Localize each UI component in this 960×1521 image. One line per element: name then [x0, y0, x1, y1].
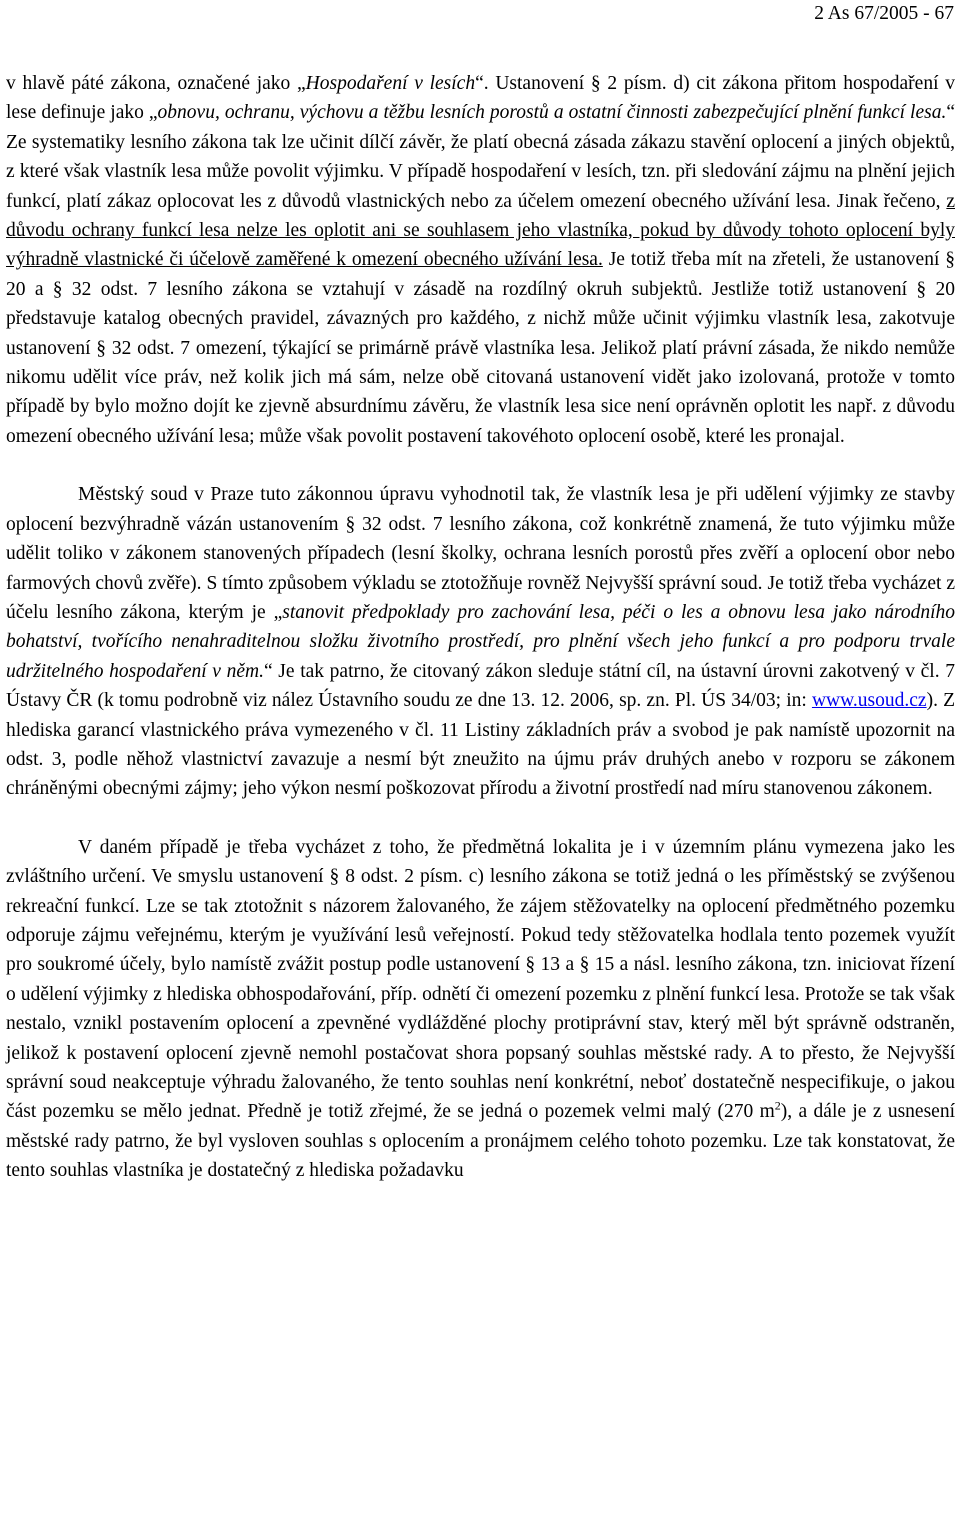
paragraph-3 [6, 833, 955, 1186]
text-run: Městský soud v Praze tuto zákonnou úpravu vyhodnotil tak, že vlastník lesa je při udělení výjimky ze stavby oplocení bezvýhradně vázán ustanovením § 32 odst. 7 lesního zákona, což konkrétně znamená, že tuto výjimku může udělit toliko v zákonem stanovených případech (lesní školky, ochrana lesních porostů přes zvěří a oplocení obor nebo farmových chovů zvěře). S tímto způsobem výkladu se ztotožňuje rovněž Nejvyšší správní soud. Je totiž třeba vycházet z účelu lesního zákona, kterým je „ [6, 484, 955, 623]
page-header-reference: 2 As 67/2005 - 67 [814, 3, 954, 24]
text-run: “. Ustanovení § 2 písm. d) cit zákona přitom hospodaření v lese definuje jako „ [6, 73, 955, 124]
italic-quote: obnovu, ochranu, výchovu a těžbu lesních porostů a ostatní činnosti zabezpečující plnění funkcí lesa. [157, 102, 947, 124]
document-body [6, 69, 955, 1186]
text-run: ). Z hlediska garancí vlastnického práva vymezeného v čl. 11 Listiny základních práv a svobod je pak namístě upozornit na odst. 3, podle něhož vlastnictví zavazuje a nesmí být zneužito na újmu práv druhých anebo v rozporu se zákonem chráněnými obecnými zájmy; jeho výkon nesmí poškozovat přírodu a životní prostředí nad míru stanovenou zákonem. [6, 690, 956, 800]
superscript: 2 [774, 1098, 781, 1113]
text-run: “ Ze systematiky lesního zákona tak lze učinit dílčí závěr, že platí obecná zásada zákazu stavění oplocení a jiných objektů, z které však vlastník lesa může povolit výjimku. V případě hospodaření v lesích, tzn. při sledování zájmu na plnění jejich funkcí, platí zákaz oplocovat les z důvodů vlastnických nebo za účelem omezení obecného užívání lesa. Jinak řečeno, [6, 102, 955, 212]
paragraph-2 [6, 480, 955, 803]
text-run: v hlavě páté zákona, označené jako „ [6, 73, 306, 94]
underlined-text: z důvodu ochrany funkcí lesa nelze les oplotit ani se souhlasem jeho vlastníka, pokud by důvody tohoto oplocení byly výhradně vlastnické či účelově zaměřené k omezení obecného užívání lesa. [6, 190, 955, 271]
italic-quote: stanovit předpoklady pro zachování lesa, péči o les a obnovu lesa jako národního bohatství, tvořícího nenahraditelnou složku životního prostředí, pro plnění všech jeho funkcí a pro podporu trvale udržitelného hospodaření v něm. [6, 601, 956, 682]
web-link[interactable]: www.usoud.cz [811, 690, 927, 712]
text-run: “ Je tak patrno, že citovaný zákon sleduje státní cíl, na ústavní úrovni zakotvený v čl. 7 Ústavy ČR (k tomu podrobně viz nález Ústavního soudu ze dne 13. 12. 2006, sp. zn. Pl. ÚS 34/03; in: [6, 660, 955, 712]
text-run: Je totiž třeba mít na zřeteli, že ustanovení § 20 a § 32 odst. 7 lesního zákona se vztahují v zásadě na rozdílný okruh subjektů. Jestliže totiž ustanovení § 20 představuje katalog obecných pravidel, závazných pro každého, z nichž může učinit výjimku vlastník lesa, zakotvuje ustanovení § 32 odst. 7 omezení, týkající se primárně právě vlastníka lesa. Jelikož platí právní zásada, že nikdo nemůže nikomu udělit více práv, než kolik jich má sám, nelze obě citovaná ustanovení vidět jako izolovaná, protože v tomto případě by bylo možno dojít ke zjevně absurdnímu závěru, že vlastník lesa sice není oprávněn oplotit les např. z důvodu omezení obecného užívání lesa; může však povolit postavení takovéhoto oplocení osobě, které les pronajal. [6, 249, 955, 447]
text-run: ), a dále je z usnesení městské rady patrno, že byl vysloven souhlas s oplocením a pronájmem celého tohoto pozemku. Lze tak konstatovat, že tento souhlas vlastníka je dostatečný z hlediska požadavku [6, 1101, 955, 1182]
text-run: V daném případě je třeba vycházet z toho, že předmětná lokalita je i v územním plánu vymezena jako les zvláštního určení. Ve smyslu ustanovení § 8 odst. 2 písm. c) lesního zákona se totiž jedná o les příměstský se zvýšenou rekreační funkcí. Lze se tak ztotožnit s názorem žalovaného, že zájem stěžovatelky na oplocení předmětného pozemku odporuje zájmu veřejnému, kterým je využívání lesů veřejností. Pokud tedy stěžovatelka hodlala tento pozemek využít pro soukromé účely, bylo namístě zvážit postup podle ustanovení § 13 a § 15 a násl. lesního zákona, tzn. iniciovat řízení o udělení výjimky z hlediska obhospodařování, příp. odnětí či omezení pozemku z plnění funkcí lesa. Protože se tak však nestalo, vznikl postavením oplocení a zpevněné vydlážděné plochy protiprávní stav, který měl být správně odstraněn, jelikož k postavení oplocení zjevně nemohl postačovat shora popsaný souhlas městské rady. A to přesto, že Nejvyšší správní soud neakceptuje výhradu žalovaného, že tento souhlas není konkrétní, neboť dostatečně nespecifikuje, o jakou část pozemku se mělo jednat. Předně je totiž zřejmé, že se jedná o pozemek velmi malý (270 m [6, 836, 955, 1123]
paragraph-1 [6, 69, 955, 451]
italic-quote: Hospodaření v lesích [305, 73, 476, 94]
